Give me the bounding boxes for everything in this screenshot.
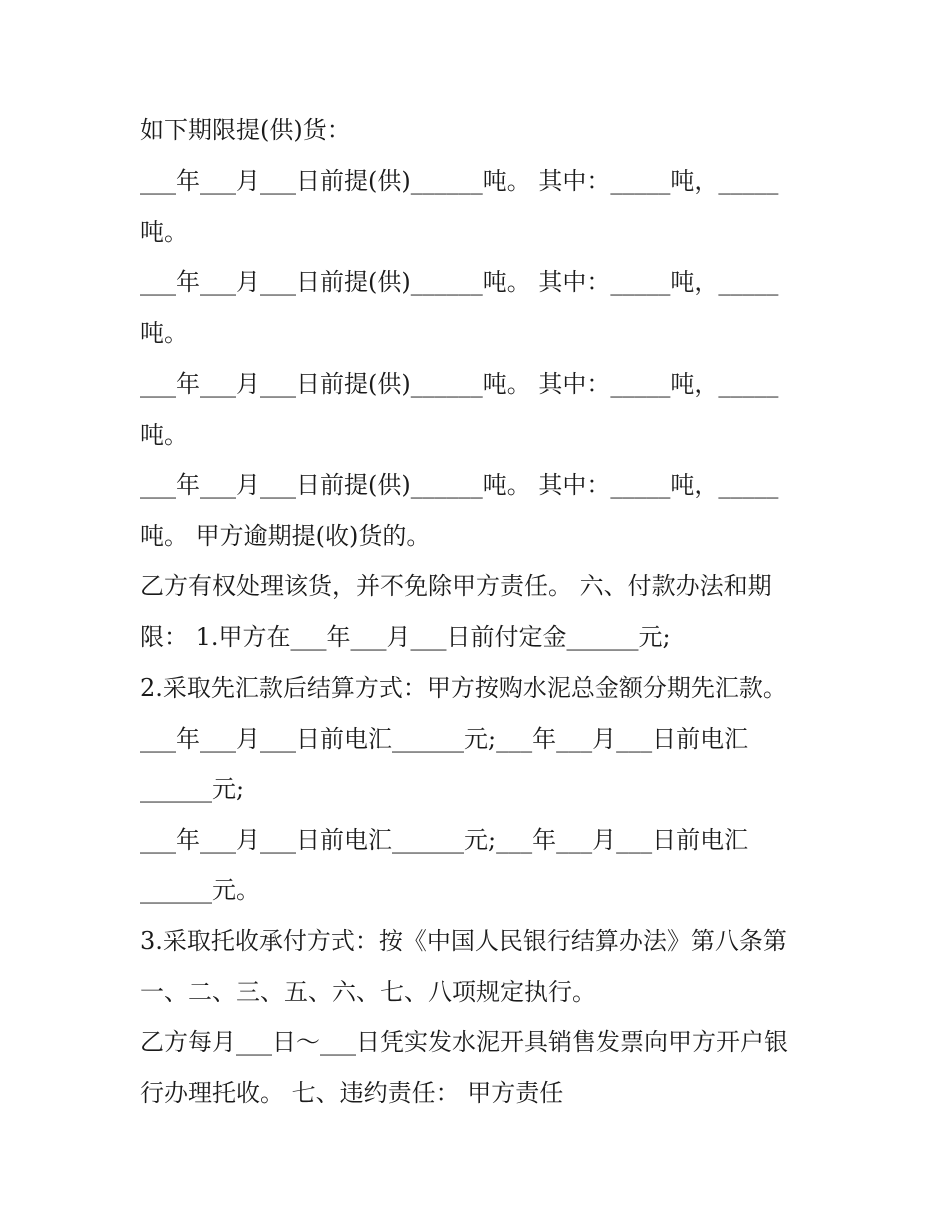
text-line: 吨。	[140, 421, 188, 449]
text-line: 限： 1.甲方在___年___月___日前付定金______元;	[140, 623, 671, 651]
text-line: ___年___月___日前提(供)______吨。 其中：_____吨，_____	[140, 370, 779, 398]
text-line: ___年___月___日前电汇______元;___年___月___日前电汇	[140, 725, 749, 753]
text-line: 吨。	[140, 319, 188, 347]
text-line: ___年___月___日前提(供)______吨。 其中：_____吨，_____	[140, 268, 779, 296]
text-line: ______元;	[140, 775, 245, 803]
text-line: ___年___月___日前提(供)______吨。 其中：_____吨，_____	[140, 167, 779, 195]
text-line: 乙方有权处理该货，并不免除甲方责任。 六、付款办法和期	[140, 572, 772, 600]
text-line: 乙方每月___日～___日凭实发水泥开具销售发票向甲方开户银	[140, 1028, 788, 1056]
text-line: 如下期限提(供)货：	[140, 116, 351, 144]
text-line: 吨。	[140, 218, 188, 246]
text-line: 行办理托收。 七、违约责任： 甲方责任	[140, 1079, 564, 1107]
text-line: ___年___月___日前电汇______元;___年___月___日前电汇	[140, 826, 749, 854]
text-line: 吨。 甲方逾期提(收)货的。	[140, 522, 431, 550]
text-line: 3.采取托收承付方式：按《中国人民银行结算办法》第八条第	[140, 927, 787, 955]
text-line: ___年___月___日前提(供)______吨。 其中：_____吨，_____	[140, 471, 779, 499]
text-line: ______元。	[140, 876, 260, 904]
text-line: 一、二、三、五、六、七、八项规定执行。	[140, 978, 596, 1006]
text-line: 2.采取先汇款后结算方式：甲方按购水泥总金额分期先汇款。	[140, 674, 787, 702]
